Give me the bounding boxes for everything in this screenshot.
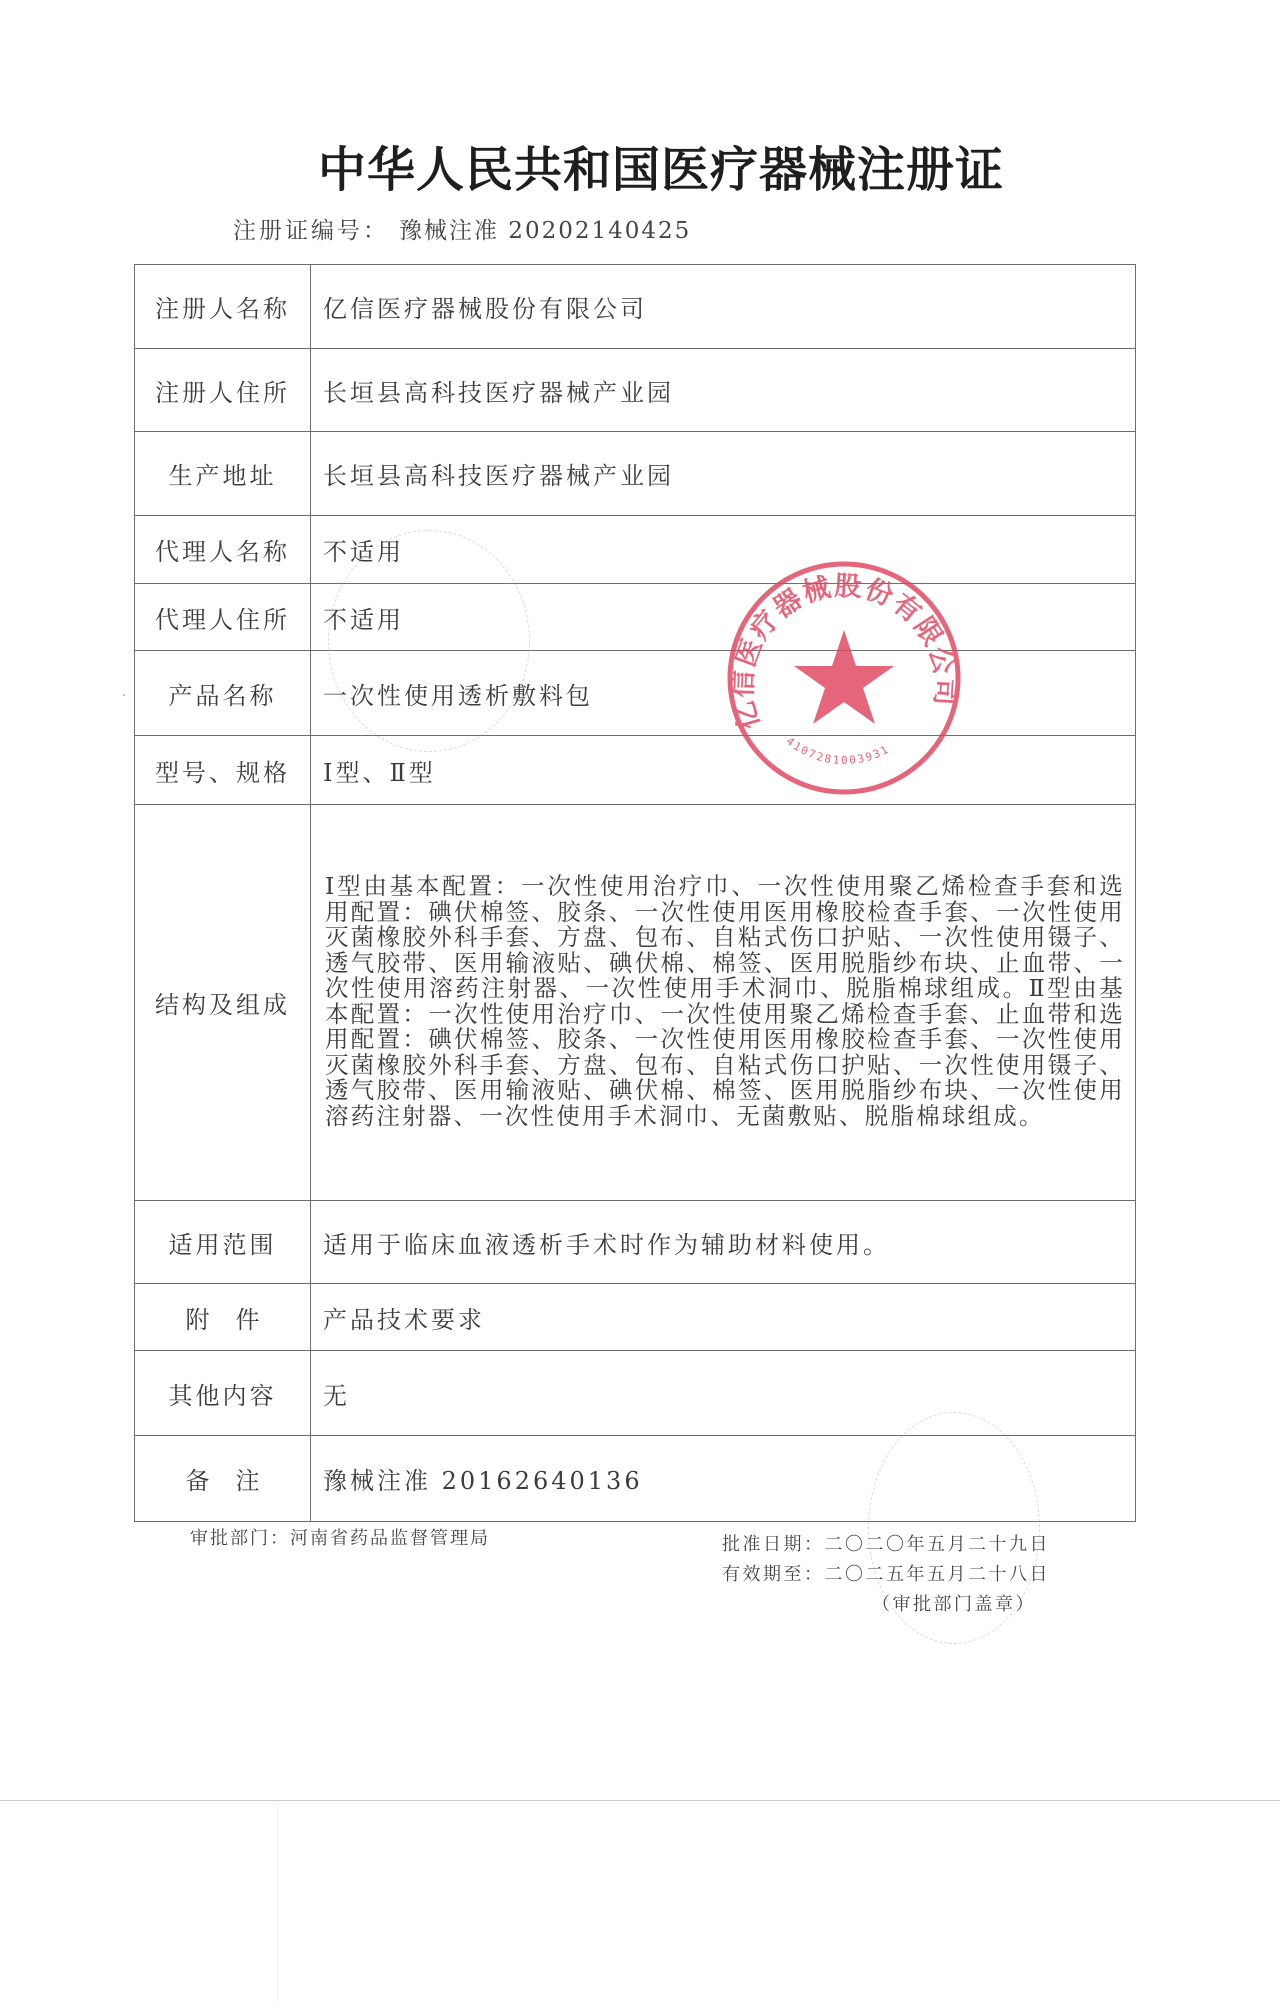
label-model-spec: 型号、规格 [135, 736, 311, 805]
scan-edge-line [0, 1800, 1280, 1801]
value-agent-name: 不适用 [311, 516, 1136, 584]
label-registrant-address: 注册人住所 [135, 349, 311, 432]
label-agent-name: 代理人名称 [135, 516, 311, 584]
registration-label: 注册证编号： [233, 218, 389, 244]
registration-number-line [233, 212, 691, 245]
table-row-attachment [135, 1284, 1136, 1351]
value-agent-address: 不适用 [311, 584, 1136, 651]
certificate-table [134, 264, 1136, 1522]
page-title: 中华人民共和国医疗器械注册证 [318, 142, 1005, 198]
value-scope: 适用于临床血液透析手术时作为辅助材料使用。 [311, 1201, 1136, 1284]
label-remarks [135, 1436, 311, 1522]
table-row-agent-name [135, 516, 1136, 584]
value-attachment: 产品技术要求 [311, 1284, 1136, 1351]
table-row-model-spec [135, 736, 1136, 805]
value-product-name: 一次性使用透析敷料包 [311, 651, 1136, 736]
registration-number: 豫械注准 20202140425 [399, 218, 692, 244]
approval-dates-block [722, 1530, 1050, 1620]
label-attachment-text: 附件 [185, 1305, 286, 1334]
approval-date: 批准日期：二〇二〇年五月二十九日 [722, 1534, 1050, 1555]
label-registrant-name: 注册人名称 [135, 265, 311, 349]
value-other-content: 无 [311, 1351, 1136, 1436]
label-agent-address: 代理人住所 [135, 584, 311, 651]
table-row-scope [135, 1201, 1136, 1284]
stamp-note: （审批部门盖章） [872, 1594, 1036, 1615]
label-production-address: 生产地址 [135, 432, 311, 516]
value-structure-composition: Ⅰ型由基本配置：一次性使用治疗巾、一次性使用聚乙烯检查手套和选用配置：碘伏棉签、胶条、一次性使用医用橡胶检查手套、一次性使用灭菌橡胶外科手套、方盘、包布、自粘式伤口护贴、一次性使用镊子、透气胶带、医用输液贴、碘伏棉、棉签、医用脱脂纱布块、止血带、一次性使用溶药注射器、一次性使用手术洞巾、脱脂棉球组成。Ⅱ型由基本配置：一次性使用治疗巾、一次性使用聚乙烯检查手套、止血带和选用配置：碘伏棉签、胶条、一次性使用医用橡胶检查手套、一次性使用灭菌橡胶外科手套、方盘、包布、自粘式伤口护贴、一次性使用镊子、透气胶带、医用输液贴、碘伏棉、棉签、医用脱脂纱布块、一次性使用溶药注射器、一次性使用手术洞巾、无菌敷贴、脱脂棉球组成。 [311, 805, 1136, 1201]
label-product-name: 产品名称 [135, 651, 311, 736]
approval-department: 审批部门：河南省药品监督管理局 [190, 1528, 490, 1549]
label-remarks-text: 备注 [185, 1467, 286, 1495]
table-row-registrant-name [135, 265, 1136, 349]
seal-code: 4107281003931 [783, 734, 892, 768]
table-row-agent-address [135, 584, 1136, 651]
scan-edge-line-vertical [277, 1804, 278, 2004]
table-row-structure-composition [135, 805, 1136, 1201]
table-row-registrant-address [135, 349, 1136, 432]
label-other-content: 其他内容 [135, 1351, 311, 1436]
table-row-production-address [135, 432, 1136, 516]
table-row-product-name [135, 651, 1136, 736]
label-attachment [135, 1284, 311, 1351]
label-scope: 适用范围 [135, 1201, 311, 1284]
value-model-spec: Ⅰ型、Ⅱ型 [311, 736, 1136, 805]
table-row-other-content [135, 1351, 1136, 1436]
scan-mark: · [122, 688, 127, 704]
value-registrant-address: 长垣县高科技医疗器械产业园 [311, 349, 1136, 432]
value-registrant-name: 亿信医疗器械股份有限公司 [311, 265, 1136, 349]
value-remarks: 豫械注准 20162640136 [311, 1436, 1136, 1522]
table-row-remarks [135, 1436, 1136, 1522]
valid-until-date: 有效期至：二〇二五年五月二十八日 [722, 1564, 1050, 1585]
label-structure-composition: 结构及组成 [135, 805, 311, 1201]
seal-company-text: 亿信医疗器械股份有限公司 [727, 570, 961, 733]
value-production-address: 长垣县高科技医疗器械产业园 [311, 432, 1136, 516]
